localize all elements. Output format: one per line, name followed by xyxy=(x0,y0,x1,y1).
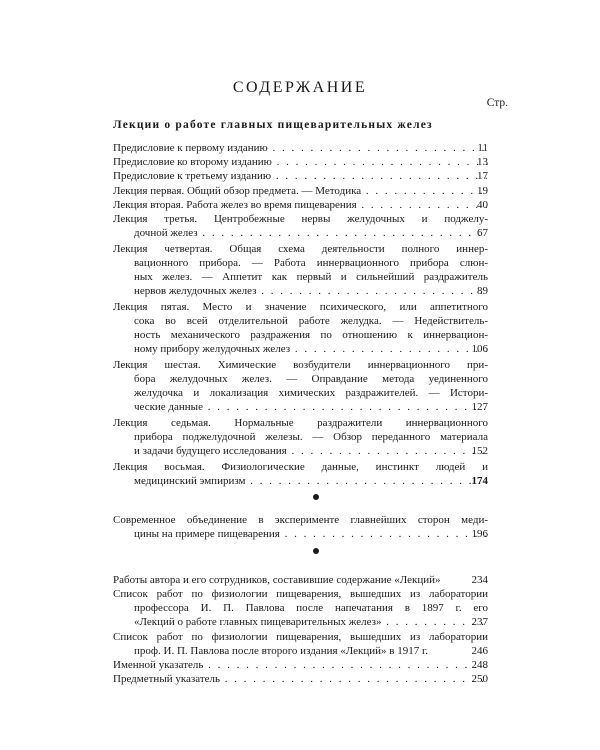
toc-entry-works-list-1917: Список работ по физиологии пищеварения, вышедших из лаборатории xyxy=(113,631,488,643)
toc-entry-lecture-8-cont: медицинский эмпиризм . . . xyxy=(134,474,488,488)
page-number: 152 xyxy=(471,445,488,457)
toc-entry-lecture-5: Лекция пятая. Место и значение психического, или аппетитного xyxy=(113,301,488,313)
toc-entry-lecture-7-cont: прибора поджелудочной железы. — Обзор переданного материала xyxy=(134,431,488,443)
toc-entry-subject-index: Предметный указатель . . . xyxy=(113,672,488,686)
page-number: 89 xyxy=(477,285,488,297)
toc-entry-lecture-4-cont: нервов желудочных желез . . . xyxy=(134,284,488,298)
toc-entry-name-index: Именной указатель . . . xyxy=(113,658,488,672)
toc-entry-lecture-4: Лекция четвертая. Общая схема деятельности полного иннер- xyxy=(113,243,488,255)
toc-entry-lecture-6: Лекция шестая. Химические возбудители иннервационного при- xyxy=(113,359,488,371)
page-column-label: Стр. xyxy=(486,97,508,109)
toc-entry-lecture-4-cont: вационного прибора. — Работа иннервационного прибора слюн- xyxy=(134,257,488,269)
toc-entry-lecture-3-cont: дочной желез . . . xyxy=(134,226,488,240)
page-number: 248 xyxy=(471,659,488,671)
toc-entry-lecture-5-cont: ному прибору желудочных желез . . . xyxy=(134,342,488,356)
toc-entry-lecture-2: Лекция вторая. Работа желез во время пищеварения . . . xyxy=(113,198,488,212)
page-title: СОДЕРЖАНИЕ xyxy=(232,79,368,96)
toc-entry-preface-3: Предисловие к третьему изданию . . . xyxy=(113,169,488,183)
toc-entry-works-list-1897-cont: «Лекций о работе главных пищеварительных желез» . . . xyxy=(134,615,488,629)
page-number: 19 xyxy=(477,185,488,197)
page-number: 196 xyxy=(471,528,488,540)
toc-entry-modern-unification-cont: цины на примере пищеварения . . . xyxy=(134,527,488,541)
toc-entry-lecture-6-cont: ческие данные . . . xyxy=(134,400,488,414)
toc-entry-lecture-6-cont: желудочка и локализация химических раздражителей. — Истори- xyxy=(134,387,488,399)
section-separator-bullet xyxy=(313,548,319,554)
toc-entry-works-list-1897: Список работ по физиологии пищеварения, вышедших из лаборатории xyxy=(113,588,488,600)
toc-entry-lecture-5-cont: ность механического раздражения по отношению к иннервацион- xyxy=(134,329,488,341)
page-number: 246 xyxy=(471,645,488,657)
page-number: 13 xyxy=(477,156,488,168)
page-number: 234 xyxy=(471,574,488,586)
section-heading: Лекции о работе главных пищеварительных желез xyxy=(113,119,433,131)
page-number: 237 xyxy=(471,616,488,628)
toc-entry-preface-2: Предисловие ко второму изданию . . . xyxy=(113,155,488,169)
toc-entry-lecture-8: Лекция восьмая. Физиологические данные, инстинкт людей и xyxy=(113,461,488,473)
page-number: 250 xyxy=(471,673,488,685)
page-number: 174 xyxy=(471,475,488,487)
toc-entry-lecture-5-cont: сока во всей отделительной работе желудка. — Недействитель- xyxy=(134,315,488,327)
toc-entry-lecture-3: Лекция третья. Центробежные нервы желудочных и поджелу- xyxy=(113,213,488,225)
toc-entry-author-works: Работы автора и его сотрудников, составившие содержание «Лекций» xyxy=(113,574,441,586)
toc-entry-lecture-7-cont: и задачи будущего исследования . . . xyxy=(134,444,488,458)
toc-entry-works-list-1917-cont: проф. И. П. Павлова после второго издания «Лекций» в 1917 г. xyxy=(134,645,429,657)
section-separator-bullet xyxy=(313,494,319,500)
page-number: 127 xyxy=(471,401,488,413)
page-number: 11 xyxy=(477,142,488,154)
page-number: 106 xyxy=(471,343,488,355)
page-number: 17 xyxy=(477,170,488,182)
page-number: 40 xyxy=(477,199,488,211)
page-number: 67 xyxy=(477,227,488,239)
toc-entry-lecture-6-cont: бора желудочных желез. — Оправдание метода уединенного xyxy=(134,373,488,385)
toc-entry-works-list-1897-cont: профессора И. П. Павлова после напечатания в 1897 г. его xyxy=(134,602,488,614)
toc-entry-lecture-4-cont: ных желез. — Аппетит как первый и сильнейший раздражитель xyxy=(134,271,488,283)
toc-entry-lecture-7: Лекция седьмая. Нормальные раздражители иннервационного xyxy=(113,417,488,429)
toc-entry-lecture-1: Лекция первая. Общий обзор предмета. — Методика . . . xyxy=(113,184,488,198)
toc-entry-modern-unification: Современное объединение в эксперименте главнейших сторон меди- xyxy=(113,514,488,526)
toc-entry-preface-1: Предисловие к первому изданию . . . xyxy=(113,141,488,155)
